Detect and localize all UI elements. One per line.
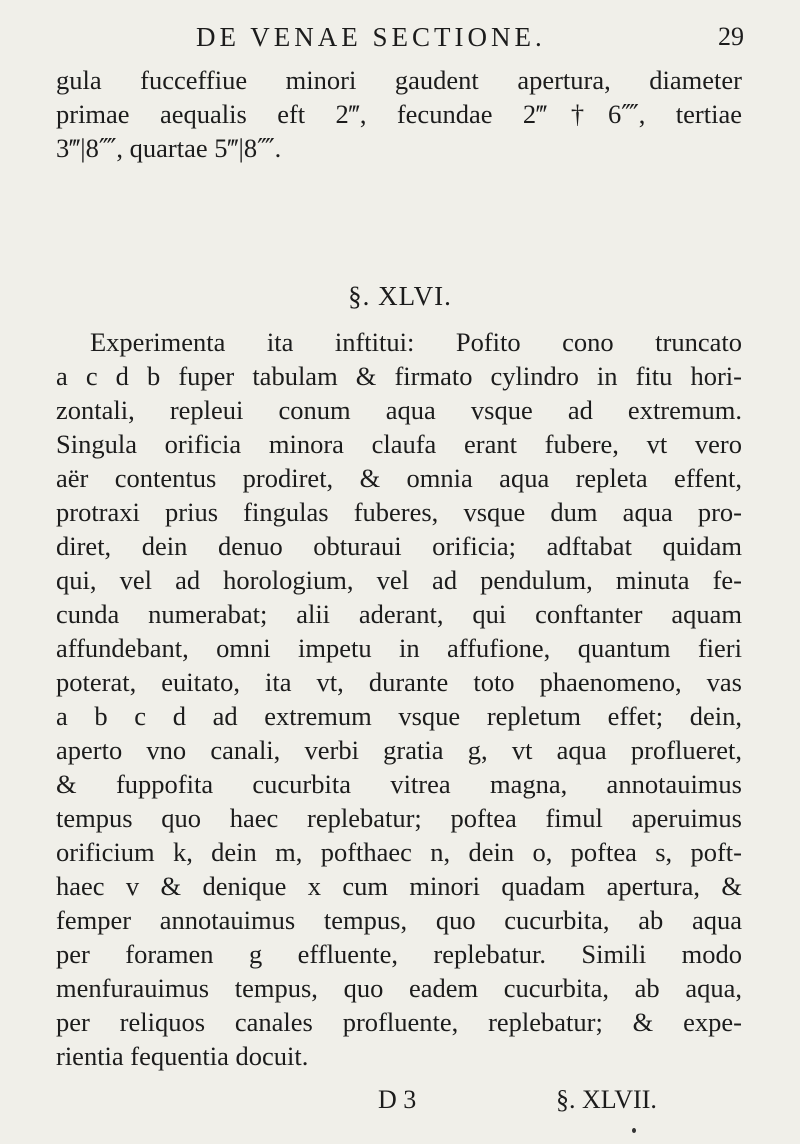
signature-mark: D 3 xyxy=(378,1085,417,1114)
text-line: per foramen g effluente, replebatur. Simili modo xyxy=(56,939,742,969)
text-line: affundebant, omni impetu in affufione, quantum fieri xyxy=(56,633,742,663)
text-line: a c d b fuper tabulam & firmato cylindro in fitu hori- xyxy=(56,361,742,391)
text-line: tempus quo haec replebatur; poftea fimul aperuimus xyxy=(56,803,742,833)
text-line: rientia fequentia docuit. xyxy=(56,1041,309,1071)
text-line: diret, dein denuo obturaui orificia; adftabat quidam xyxy=(56,531,742,561)
text-line: aperto vno canali, verbi gratia g, vt aqua proflueret, xyxy=(56,735,742,765)
ink-speck xyxy=(632,1128,636,1133)
page-number: 29 xyxy=(718,22,744,51)
text-line: menfurauimus tempus, quo eadem cucurbita, ab aqua, xyxy=(56,973,742,1003)
text-line: orificium k, dein m, pofthaec n, dein o, poftea s, poft- xyxy=(56,837,742,867)
text-line: qui, vel ad horologium, vel ad pendulum, minuta fe- xyxy=(56,565,742,595)
text-line: & fuppofita cucurbita vitrea magna, annotauimus xyxy=(56,769,742,799)
running-title: DE VENAE SECTIONE. xyxy=(196,22,546,52)
text-line: a b c d ad extremum vsque repletum effet; dein, xyxy=(56,701,742,731)
text-line: primae aequalis eft 2‴, fecundae 2‴†6⁗, tertiae xyxy=(56,99,742,129)
section-heading: §. XLVI. xyxy=(348,281,452,311)
text-line: aër contentus prodiret, & omnia aqua repleta effent, xyxy=(56,463,742,493)
catchword: §. XLVII. xyxy=(556,1085,657,1114)
text-line: gula fucceffiue minori gaudent apertura, diameter xyxy=(56,65,742,95)
text-line: 3‴|8⁗, quartae 5‴|8⁗. xyxy=(56,133,282,163)
text-line: poterat, euitato, ita vt, durante toto phaenomeno, vas xyxy=(56,667,742,697)
text-line: Singula orificia minora claufa erant fubere, vt vero xyxy=(56,429,742,459)
text-line: haec v & denique x cum minori quadam apertura, & xyxy=(56,871,742,901)
text-line: per reliquos canales profluente, replebatur; & expe- xyxy=(56,1007,742,1037)
text-line: cunda numerabat; alii aderant, qui conftanter aquam xyxy=(56,599,742,629)
page-header xyxy=(0,22,800,56)
text-line: femper annotauimus tempus, quo cucurbita, ab aqua xyxy=(56,905,742,935)
text-line: zontali, repleui conum aqua vsque ad extremum. xyxy=(56,395,742,425)
text-line: protraxi prius fingulas fuberes, vsque dum aqua pro- xyxy=(56,497,742,527)
text-line: Experimenta ita inftitui: Pofito cono truncato xyxy=(90,327,742,357)
